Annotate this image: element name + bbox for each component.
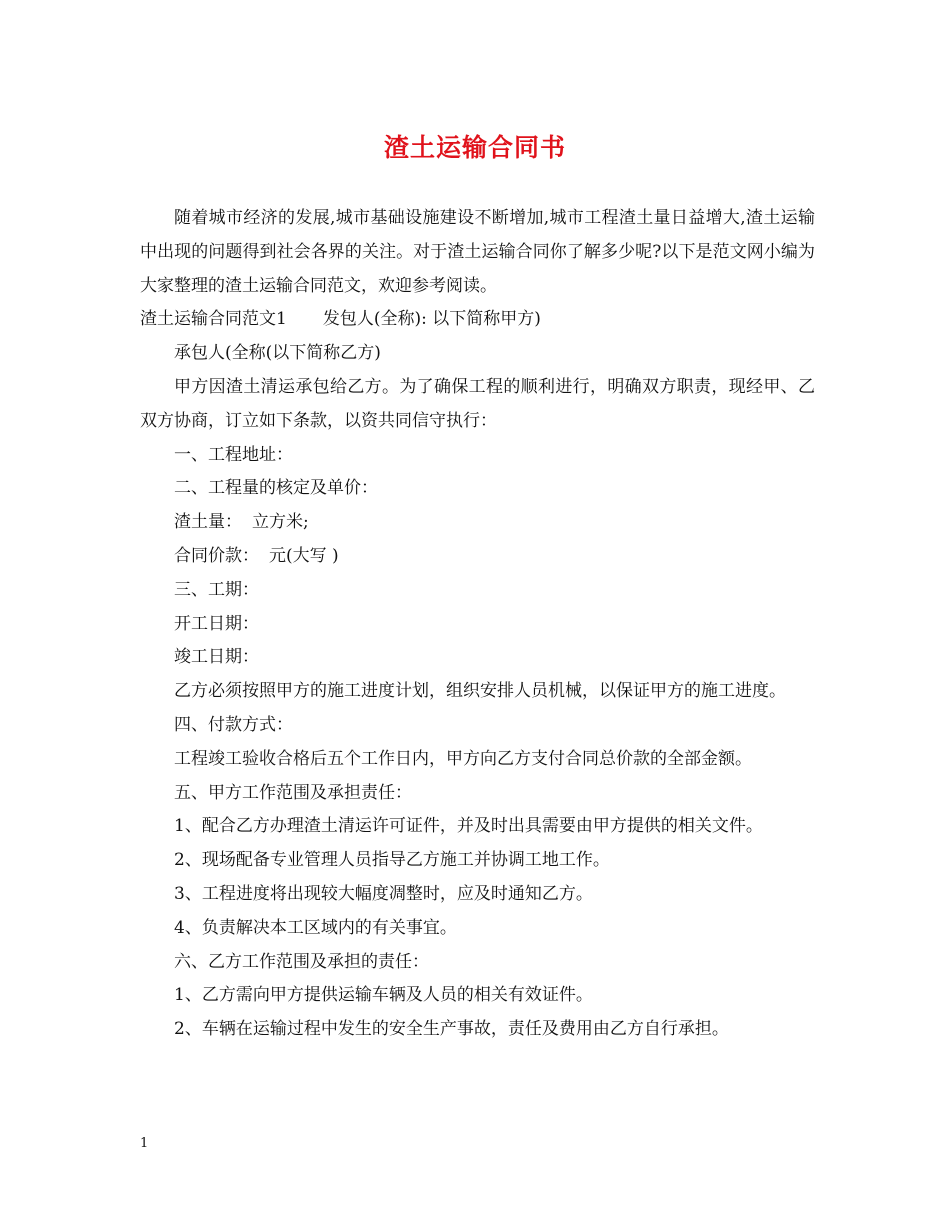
party-a-line: 发包人(全称): 以下简称甲方) [322,309,541,330]
section-5-item: 3、工程进度将出现较大幅度凋整时，应及时通知乙方。 [174,883,593,904]
section-4-heading: 四、付款方式： [174,714,293,735]
section-6-item: 2、车辆在运输过程中发生的安全生产事故，责任及费用由乙方自行承担。 [174,1019,729,1040]
schedule-paragraph: 乙方必须按照甲方的施工进度计划，组织安排人员机械，以保证甲方的施工进度。 [174,681,786,702]
section-5-heading: 五、甲方工作范围及承担责任： [174,782,412,803]
document-title: 渣土运输合同书 [383,133,566,162]
preamble-paragraph: 甲方因渣土清运承包给乙方。为了确保工程的顺利进行，明确双方职责，现经甲、乙双方协商，订立如下条款，以资共同信守执行： [140,376,815,431]
section-2-heading: 二、工程量的核定及单价： [174,478,378,499]
volume-label: 渣土量： [174,512,242,533]
document-body [140,202,815,1047]
price-line [140,540,815,574]
section-5-item: 2、现场配备专业管理人员指导乙方施工并协调工地工作。 [174,850,610,871]
section-1-heading: 一、工程地址： [174,444,293,465]
sample-heading: 渣土运输合同范文1 [140,309,287,330]
section-5-item: 1、配合乙方办理渣土清运许可证件，并及时出具需要由甲方提供的相关文件。 [174,816,763,837]
price-label: 合同价款： [174,545,259,566]
end-date-line: 竣工日期： [174,647,259,668]
volume-line [140,506,815,540]
section-6-heading: 六、乙方工作范围及承担的责任： [174,951,429,972]
payment-paragraph: 工程竣工验收合格后五个工作日内，甲方向乙方支付合同总价款的全部金额。 [174,748,752,769]
section-3-heading: 三、工期： [174,579,259,600]
page-number: 1 [140,1136,149,1151]
price-unit: 元(大写 ) [269,545,339,566]
start-date-line: 开工日期： [174,613,259,634]
volume-unit: 立方米; [252,512,309,533]
section-5-item: 4、负责解决本工区域内的有关事宜。 [174,917,457,938]
sample-heading-line [140,303,815,337]
party-b-line: 承包人(全称(以下简称乙方) [174,343,381,364]
section-6-item: 1、乙方需向甲方提供运输车辆及人员的相关有效证件。 [174,985,593,1006]
intro-paragraph: 随着城市经济的发展,城市基础设施建设不断增加,城市工程渣土量日益增大,渣土运输中出现的问题得到社会各界的关注。对于渣土运输合同你了解多少呢?以下是范文网小编为大家整理的渣土运输合同范文，欢迎参考阅读。 [140,208,815,296]
